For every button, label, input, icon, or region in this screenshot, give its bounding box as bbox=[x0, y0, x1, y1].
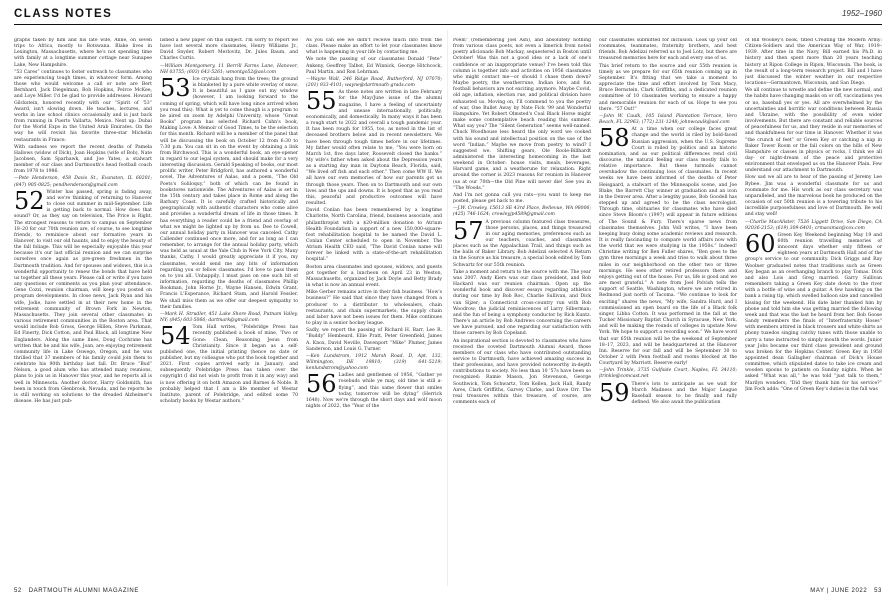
columnist-signature bbox=[745, 220, 882, 232]
footer-right bbox=[810, 588, 882, 594]
paragraph-text: of Bill Woolley's book, titled Creating the Modern Army: Citizen-Soldiers and the American Way of War, 1919–1939. After time in the Navy, Bill earned his Ph.D. in history and then spent more than 20 years teaching history at Ripon College in Ripon, Wisconsin. The book, is the result of a long-term research project. Bill and I have just discussed the winter weather in our respective locations—Germantown, Wisconsin, and San Diego. bbox=[745, 38, 882, 87]
paragraph-text: “53 Cares” continues to foster outreach to classmates who are experiencing tough times, in whatever form. Among those who would welcome a call or note are Bert Bernhard, Jack Diegelman, Bob Hopkins, Peirce McKee, and Loye Miller. I'd be glad to provide addresses. Howard Gilckstein, honored recently with our “Spirit of '53” Award, isn't slowing down. He teaches, lectures, and works in law school clinics occasionally and is just back from running in Puerto Vallarta, Mexico. Next up: Dubai for the World Expo in the United Arab Emirates. On the way he will revisit his favorite three-star Michelin restaurants in France. bbox=[14, 69, 152, 143]
note-paragraph bbox=[14, 70, 152, 144]
column-5 bbox=[599, 38, 737, 585]
paragraph-text: Ladies and gentlemen of 1956, “Gather ye rosebuds while ye may, old time is still a-flying”, and this same flower that smiles today, tomorrow will be dying” (Herrick 1648). Now we're through the short days and wolf moon nights of 2022, the “Year of the bbox=[306, 373, 442, 410]
paragraph-text: An inspirational section is devoted to classmates who have received the coveted Dartmouth Alumni Award, those members of our class who have contributed outstanding service to Dartmouth, have achieved amazing success in their professions, and have provided noteworthy in-depth contributions to society. No less than 10 '57s have been so recognized: Ramie Mason, Jon Stevenson, George Southwick, Tom Schwartz, Tom Kellen, Jack Hall, Randy Aires, Clark Griffiths, Garvey Clarke, and Dave Orr. The real treasures within this treasure, of course, are comments each of bbox=[453, 338, 591, 406]
note-paragraph bbox=[14, 145, 152, 176]
paragraph-text: And I'm not gonna call you rats—you want to keep me posted, please get back to me. bbox=[453, 192, 591, 205]
class-entry bbox=[599, 378, 737, 407]
paragraph-text: our classmates submitted for inclusion. Look up your old roommates, teammates, fraternity brothers, and best friends. Bob Adelizzi referred us to Joel Lotz, but there are treasured memories here for each and every one of us. bbox=[599, 38, 737, 62]
column-2 bbox=[160, 38, 298, 585]
note-paragraph bbox=[599, 38, 737, 63]
page-number-right: 53 bbox=[874, 588, 882, 594]
columnist-signature bbox=[306, 354, 442, 372]
paragraph-text: Poem” (remembering Joel Ash), and absolutely nothing from various class poets, not even a limerick from noted poetry aficionado Bob Mackay, sequestered in Boston until October! Was this not a good idea or a lack of one's confidence or an inappropriate venue? I've been told this column is together info and activities on 1956 classmates who might contact me—or should I chase them down? Maybe poetry, the weatherrune, Indian lore, and fun football behaviors are not exciting anymore. Maybe Covid, old age, inflation, election rue, and political division have exhausted us. Moving on, I'll commend to you the poetry of war, One Bullet Away by Nate Fick '99 and Wonderful Hampshire. Yet Robert Olmsted's Coal Black Horse might make some contemplative beach reading this summer. What say you? The “Silent Generation” seems well-named. Chuck Woodhouse less heard the only word we cooked with his sound and intellectual position on the use of the word “Indian.” Maybe we move from poetry to wind? I suggested we. Shifting gears, Ole Roole-Billhardt administered the interesting homecoming in the last weekend in October: house visits, meals, beverages, Harvard game, and a weatherune for relaxation. Right around the corner is 2023 reasons for reunion in Hanover (us at our 70th—the Old Pine will never die! See you in “The Woods.” bbox=[453, 38, 591, 191]
publication-name: DARTMOUTH ALUMNI MAGAZINE bbox=[28, 588, 139, 594]
paragraph-text: —Pete Henderson, 458 Davis St., Evanston, IL 60201; (847) 905-0825; pendhenderson@gmail.com bbox=[14, 176, 152, 188]
paragraph-text: We all continue to wrestle and define the new normal, and the habits have changing masks on or off, vaccinations yes or no, baseball yes or yes. All are overwhelmed by the uncertainties and horrific war conditions between Russia and Ukraine, with the possibility of even wider involvements. But there are constant and reliable sources of peacefulness for us, and they reside in our memories of and thankfulness for our time in Hanover. Whether it was “the crunch of feet” or Green Key or catching a nap in Baker Tower Room or the fall colors on the hills of New Hampshire or classes in physics or rocks, I think we all day- or night-dream of the peace and protective environment that enveloped us on the Hanover Plain. Few understand our attachment to Dartmouth. bbox=[745, 88, 882, 174]
class-years-range: 1952–1960 bbox=[841, 9, 882, 18]
paragraph-text: Winter has passed, spring is fading away, and we're thinking of returning to Hanover to close out summer in mid-September. Life is getting back to normal. How does that sound? Or, as they say on television, The Price is Right. The strongest reasons to return to campus on September 18–20 for our 70th reunion are, of course, to see longtime friends, to reminisce about our formative years in Hanover, to visit our old haunts, and to enjoy the beauty of the fall foliage. This will be especially enjoyable this year because it's our last official reunion and we can surprise ourselves once again as pre-green freshmen in the Dartmouth tradition. And for spouses and widows, this is a wonderful opportunity to renew the bonds that have held us together all these years. Please call or write if you have any questions or comments as you plan your attendance. Gene Cozzi, reunion chairman, will keep you posted on program developments. In close news, Jack Ryan and his wife, Jodie, have settled in at their new home in the retirement community of Brown Fork in Newton, Massachusetts. They join several other classmates in various retirement communities in the Boston area. That would include Bob Gross, George Hillen, Steve Parkman, Ed Finerty, Dick Cotton, and Paul Black, all longtime New Englanders. Along the same lines, Doug Cochrane has written that he and his wife, Joan, are enjoying retirement community life in Lake Oswego, Oregon, and he was thrilled that 37 members of his family could join them to celebrate his 90th birthday last fall. Dr. Bruce “Bud” Nelson, a good alum who has attended many reunions, plans to join us in Hanover this year, and he reports all is well in Minnesota. Another doctor, Harry Goldsmith, has been in touch from Glenbrook, Nevada, and he reports he is still working on solutions to the dreaded Alzheimer's disease. He has just pub- bbox=[14, 189, 152, 405]
paragraph-text: How sad we all are to hear of the passing of Jeremy Lee Bybee. Jim was a wonderful classmate for us and roommate for me. His work as our class secretary was unparalleled, and the marvelous book he produced on the occasion of our 50th reunion is a towering tribute to his incredible purposefulness and love of Dartmouth. Be well and stay well! bbox=[745, 175, 882, 218]
columnist-signature bbox=[160, 312, 298, 324]
paragraph-text: At a time when our college faces great change and the world is riled by bold-faced Russian aggression, when the U.S. Supreme Court is roiled by politics and an historic nomination, and as our political differences rend civil discourse, the natural feeling our class mostly fails to relative importance. But these turmoils cannot overshadow the continuing loss of classmates. In recent weeks we have been informed of the deaths of Peter Heisgaard, a stalwart of the Minneapolis scene, and Joe Blake, the Barrett Clay winner at graduation and an icon in the Denver area. After a lengthy pause, Bob Goodell has stepped up and agreed to be the class necrologist. Through time, obituaries for classmates who have died since Steve Bloom's (1997) will appear in future editions of The Sound & Fury. There's sparse news from classmates themselves. John Voll writes, “I have been keeping busy doing some academic reviews and research. It is really fascinating to compare world affairs now with the world that we were studying in the 1950s.” Indeed! Christine writing for Ben Fuller shares, “Ben goes to the gym three mornings a week and tries to walk about three miles in our neighborhood on the other two or three mornings. He sees other retired professors there and enjoys getting out of the house. For us, life is good and we are most grateful.” A note from Joel Polvish tells the support of Seattle, Washington, where we are retired in Redmond just north of Tacoma. “We continue to look for exciting” shares the news, “My wife, Sandra Hurd, and I commissioned an open board on the life of a Black folk singer, Libba Cotton. It was performed in the fall at the Tucker Missionary Baptist Church in Syracuse, New York, and will be making the rounds of colleges in upstate New York. We hope to support a recording soon.” We have word that our 65th reunion will be the weekend of September 18–17, 2023, and will be headquartered at the Hanover Inn. Reserve for our fall and will be September 30 to October 2 with Penn football and rooms blocked at the Courtyard by Marriott. Reserve early! bbox=[599, 127, 737, 367]
columnist-signature bbox=[453, 206, 591, 218]
columnist-signature bbox=[160, 64, 298, 76]
note-paragraph bbox=[599, 64, 737, 113]
paragraph-text: Ice crystals hang from the trees; the ground is blanketed by a pure white overlay of snow. It is beautiful as I gaze out my window (however, I am looking forward to the coming of spring, which will have long since arrived when you read this). What is yet to come though is a program to be aired on zoom by Adelphi University, whose “Great Books” program has selected Richard Cahn's book, Making Love: A Memoir of Good Times, to be the selection for this month. Richard will be a member of the panel that will be discussing the book on October 12 from 6:30 to 7:30 p.m. You can sit in on the event by obtaining a link from Birchwood. This is a wonderful book, an eye-opener in regard to our legal system, and should make for a very interesting discussion. Gerald Speaking of books, our most prolific writer, Peter Bridgford, has authored a wonderful novel, The Adventures of Aalas, and a poem, “The Old Poets's Soliloquy,” both of which can be found in bookstores nationwide. The Adventures of Aalas is set in the 15th century and takes place in Rome and along the Barbary Coast. It is carefully crafted historically and geographically with authentic characters who come alive and provides a wonderful dream of life in those times. It has everything a reader could be a friend and overlap of what we might be lighted up by from us. Dee to Cowell, our annual holiday party in Hanover was canceled. Cathy Callender continued once more, and for as long as I can remember, to arrange for the annual holiday party, which was held as usual at the Yale Club in New York City. Many thanks, Cathy. I would greatly appreciate it if you, my classmates, would send me any bits of information regarding you or fellow classmates. I'd love to pass them on to you all. Unhappily, I must pass on one such bit of information, regarding the deaths of classmates Phillip Bookman, John Horne Jr., Wayne Hansen, Edwin Grant, Francis L'Esperance, Richard Stam, and Harold Fessler. We shall miss them as we offer our deepest sympathy to their families. bbox=[160, 76, 298, 310]
paragraph-text: David Conlan has been remembered by a longtime Charlotte, North Carolina, friend, business associate, and philanthropist with a $20-million donation to Atrium Health Foundation in support of a new 150,000-square-foot rehabilitation hospital to be named the David L. Conlan Center scheduled to open in November. The Atrium Health CEO said, “The David Conlan name will forever be linked with a state-of-the-art rehabilitation hospital.” bbox=[306, 208, 442, 263]
paragraph-text: —Ken Lundstrom, 1912 Marsh Road, D, Apt. 132, Wilmington, DE 19810; (319) 641-5219; kenlundstrom@yahoo.com bbox=[306, 353, 442, 372]
class-entry bbox=[306, 370, 442, 410]
class-entry bbox=[306, 87, 442, 207]
paragraph-text: As you can see we didn't receive much info from the class. Please make an effort to let your classmates know what is happening in your life by contacting me. bbox=[306, 38, 442, 56]
note-paragraph bbox=[306, 208, 442, 263]
columnist-signature bbox=[306, 77, 442, 89]
column-6 bbox=[745, 38, 882, 585]
class-entry bbox=[160, 322, 298, 405]
class-year-dropcap: 57 bbox=[453, 216, 484, 245]
paragraph-text: Green Key Weekend beginning May 19 and 60th reunion travelling memories of innocent days whether only fifteen or eighteen years at Dartmouth Hall and of the group's service to our community. Dick Griggs and Ray Woolner graduated notes that traditions such as Green Key began as an overhanging branch to play Tomas. Dick and also Lois and Greg married. Garry Sullivan remembers taking a Green Key date down to the river with a bottle of wine and a guitar. A few hawking on the bank a rising tip, which swelled balloon size and cancelled kissing for the weekend. His date later thanked him by phone and told him she was getting married the following week and that was the last he heard from her. Bob Goose Sandy remembers the finals of “Interfraternity Hoses” with members attired in black trousers and white shirts as phony tuxedos singing catchy tunes with those unable to carry a tune instructed to simply mouth the words. Junior year Jobs became our third class president and ground was broken for the Hopkins Center. Green Key in 1958 appointed dean Gallagher chairman of Dick's House committee, which stipulated dates to take ice cream and wooden spoons to patients on Sunday nights. When he asked “What was all,” he was told “just talk to them,” Marilyn wonders, “Did they thank him for his service?” Jim Foch adds: “One of Green Key's duties in the fall was bbox=[745, 232, 882, 392]
class-entry bbox=[745, 229, 882, 393]
columnist-signature bbox=[599, 368, 737, 380]
note-paragraph bbox=[306, 328, 442, 353]
note-paragraph bbox=[453, 193, 591, 205]
note-paragraph bbox=[745, 88, 882, 174]
paragraph-text: —John W. Caulk, 105 Island Plantation Terrace, Vero Beach, FL 32963; (772) 231-1248; johnwcaulk@aol.com bbox=[599, 113, 737, 126]
class-year-dropcap: 52 bbox=[14, 186, 45, 215]
paragraph-text: This brief return to the source and our 55th reunion is timely as we prepare for our 65th reunion coming up in September. It's fitting that we take a moment to appreciate the time and effort involved by Tom Macy, Bruce Bernstein, Clark Griffiths, and a dedicated reunion committee of 10 classmates working to ensure a happy and memorable reunion for each of us. Hope to see you there. “57 Out!” bbox=[599, 63, 737, 112]
paragraph-text: We note the passing of our classmates Donald “Pete” Ankeny, Geoffrey Talbot, Ed Winnick, George Hitchcock, Paul Martin, and Ron Lehrman. bbox=[306, 57, 442, 75]
section-title: CLASS NOTES bbox=[14, 8, 113, 20]
note-paragraph bbox=[14, 38, 152, 69]
paragraph-text: graphs taken by him and his late wife, Anne, on seven trips to Africa, mostly to Botswana. Blake lives in Lexington, Massachusetts, where he's not spending time with family at a longtime summer cottage near Sunapee Lake, New Hampshire. bbox=[14, 38, 152, 68]
page-number-left: 52 bbox=[14, 588, 22, 594]
class-year-dropcap: 58 bbox=[599, 124, 630, 153]
issue-date: MAY | JUNE 2022 bbox=[810, 588, 868, 594]
column-1 bbox=[14, 38, 152, 585]
header-rule bbox=[14, 24, 882, 25]
paragraph-text: Mike Gerber remains active in their fish business. “How's business?” He said that since they have changed from a producer to a distributor to wholesalers, chain restaurants, and chain supermarkets, the supply chain and labor have not been issues for them. Mike continues to play in a senior hockey league. bbox=[306, 290, 442, 327]
paragraph-text: As these notes are written in late February for the May/June issue of the alumni magazine, I have a feeling of uncertainty and unease internationally, politically, economically, and domestically. In many ways it has been a rough start to 2022 and overall a tough pandemic year. It has been rough for 1955, too, as noted in the list of deceased brothers below and in recent newsletters. We have been through tough times before in our lifetimes. My father would often relate to me, “You were born on March 1st, five days later, Roosevelt closed the banks.” My wife's father when asked about the Depression years as a starting day man in Daytona Beach, Florida, said, “We lived off fish and each other.” Then come WW II. We all have our own memories of how our parents got us through those years. Then on to Dartmouth and our own lives and the ups and downs. It is hoped that as you read this, peaceful and productive outcomes will have resulted. bbox=[306, 90, 442, 207]
note-paragraph bbox=[453, 38, 591, 192]
class-year-dropcap: 56 bbox=[306, 370, 337, 399]
note-paragraph bbox=[745, 175, 882, 218]
note-paragraph bbox=[306, 57, 442, 75]
note-paragraph bbox=[453, 270, 591, 338]
note-paragraph bbox=[306, 290, 442, 327]
note-paragraph bbox=[453, 339, 591, 407]
paragraph-text: A previous column featured class treasures, those persons, places, and things treasured in our aging memories, preferences such as our teachers, coaches, and classmates places such as the Appalachian Trail, and things such as the balls of Baker Library. Bob Adelizzi selected A Return in the Source as his treasure, a special book edited by Tom Schwartz for our 55th reunion. bbox=[453, 219, 591, 268]
paragraph-text: —J.W. Crowley, 15613 SE 43rd Place, Bellevue, WA 98006; (425) 746-1624; crowleyjp4589@gmail.com bbox=[453, 206, 591, 218]
paragraph-text: There's lots to anticipate as we wait for March Madness and the Major League Baseball season to be finally and fully defined. We also await the publication bbox=[631, 381, 737, 406]
class-year-dropcap: 53 bbox=[160, 73, 191, 102]
class-entry bbox=[14, 186, 152, 405]
class-entry bbox=[453, 216, 591, 269]
paragraph-text: —William Montgomery, 11 Berrill Farms Lane, Hanover, NH 03755; (603) 643-5261; wmontgo52@aol.com bbox=[160, 63, 298, 75]
columnist-signature bbox=[14, 176, 152, 188]
class-year-dropcap: 59 bbox=[599, 378, 630, 407]
paragraph-text: —Mark H. Strudler, 451 Lake Shore Road, Putnam Valley, NY; (845) 603-5066; dartmark@gmail.com bbox=[160, 311, 298, 324]
paragraph-text: —Charlie MacAlister, 7526 Liggett Drive, San Diego, CA 92036-2153; (619) 309-6401; crmacsmac@cox.com bbox=[745, 219, 882, 231]
note-paragraph bbox=[306, 265, 442, 290]
class-year-dropcap: 60 bbox=[745, 229, 776, 258]
paragraph-text: —Wayne Wall, 246 Ridge Road, Rutherford, NJ 07070; (201) 933-4101; wayne@dartmouth-grads.com bbox=[306, 76, 442, 89]
note-paragraph bbox=[160, 38, 298, 63]
paragraph-text: Sadly, we report the passing of Richard H. Barr, Lee R. “Buddy” Hembeard, Ellie Pratt, Peter Greenfield, James A. Knox, David Neville, Davenport “Mike” Plumer, James Sanderson, and Louis G. Turner. bbox=[306, 328, 442, 352]
footer-left bbox=[14, 588, 139, 594]
columnist-signature bbox=[599, 114, 737, 126]
note-paragraph bbox=[745, 38, 882, 87]
note-paragraph bbox=[306, 38, 442, 56]
column-4 bbox=[453, 38, 591, 585]
paragraph-text: —John Trinkle, 3735 Gulfside Court, Naples, FL 34110; jtrinkle@comcast.net bbox=[599, 368, 737, 380]
paragraph-text: Tom Hall writes, “Polebridge Press has recently published a book of mine, ‘Two or Gone: Clean, Reasoning Jesus from Christianity. Since it began as a self-published one, the initial printing (hence no date or publisher, but my colleague who put the book together and 2021. First copies arrived early in January, and subsequently Polebridge Press has taken over the copyright (I did not wish to profit from it in any way) and is now offering it on both Amazon and Barnes & Noble. It probably helped that I am a life member of Westar Institute, parent of Polebridge, and edited some 70 scholarly books by Westar authors.” bbox=[160, 325, 298, 405]
class-entry bbox=[160, 73, 298, 311]
class-year-dropcap: 54 bbox=[160, 322, 191, 351]
paragraph-text: With sadness we report the recent deaths of Pamela Hallows (widow of Dick), Joan Hopkins (wife of Bob), Nate Jacobsen, Sam Sparhawk, and Joe Yates, a stalwart member of our class and Dartmouth's head football coach from 1978 to 1986. bbox=[14, 144, 152, 175]
paragraph-text: lished a new paper on this subject. I'm sorry to report we have lost several more classmates, Henry Williams Jr., David Snyder, Robert Merlovitz, Dr. Jules Baum, and Charles Curtis. bbox=[160, 38, 298, 62]
paragraph-text: Boston area classmates and spouses, widows, and guests got together for a luncheon on April 23 in Weston, Massachusetts, organized by Jack Doyle and Betty Brady in what is now an annual event. bbox=[306, 264, 442, 289]
column-3 bbox=[306, 38, 442, 585]
class-entry bbox=[599, 124, 737, 367]
class-year-dropcap: 55 bbox=[306, 87, 337, 116]
page-gutter bbox=[447, 30, 448, 586]
paragraph-text: Take a moment and return to the source with me. The year was 2007. Andy Kiers was our class president, and Rob Hackard was our reunion chairman. Open up the wonderful book and discover essays regarding athletics during our time by Bob Roc, Charlie Sullivan, and Dick van Sijzer; a Connecticut cross-country run with Bob Woodrow; the judicial reminiscences of Larry Silberman; and the fun of being a symphony conductor by Rick Kuntz. There's an article by Bob Andrews concerning the careers we have pursued, and one regarding our satisfaction with those careers by Bob Copeland. bbox=[453, 269, 591, 337]
